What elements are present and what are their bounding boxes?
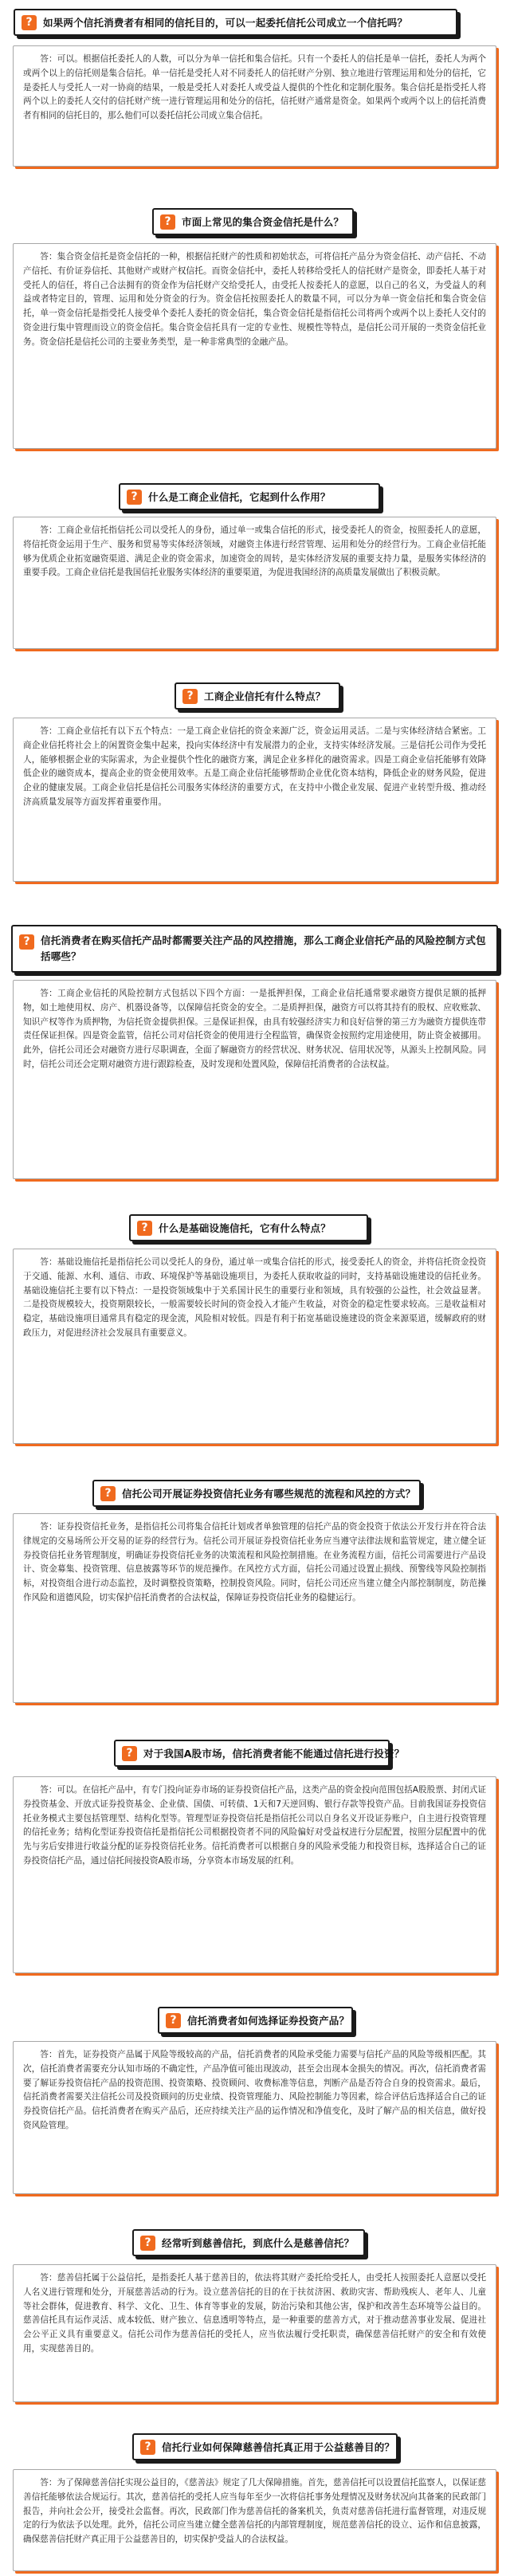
question-text: 市面上常见的集合资金信托是什么？ xyxy=(182,216,344,228)
faq-answer-5 xyxy=(13,980,496,1179)
faq-question-2[interactable] xyxy=(152,208,354,235)
faq-answer-6 xyxy=(13,1249,496,1444)
question-mark-icon: ? xyxy=(137,1221,152,1236)
faq-answer-11 xyxy=(13,2469,496,2571)
faq-question-7[interactable] xyxy=(92,1480,421,1507)
faq-question-4[interactable] xyxy=(175,682,340,710)
question-text: 如果两个信托消费者有相同的信托目的，可以一起委托信托公司成立一个信托吗？ xyxy=(43,17,408,29)
question-text: 信托消费者如何选择证券投资产品？ xyxy=(187,2015,350,2027)
faq-answer-8 xyxy=(13,1776,496,1973)
faq-answer-9 xyxy=(13,2041,496,2194)
faq-question-3[interactable] xyxy=(119,483,380,510)
faq-question-10[interactable] xyxy=(132,2229,365,2256)
question-text: 信托行业如何保障慈善信托真正用于公益慈善目的？ xyxy=(162,2441,395,2453)
question-text: 工商企业信托有什么特点？ xyxy=(204,690,326,702)
question-mark-icon: ? xyxy=(182,689,198,704)
question-mark-icon: ? xyxy=(140,2236,155,2251)
answer-text: 答：基础设施信托是指信托公司以受托人的身份，通过单一或集合信托的形式，接受委托人的资金，并将信托资金投资于交通、能源、水利、通信、市政、环境保护等基础设施项目，为委托人获取收益的同时，支持基础设施建设的信托业务。基础设施信托主要有以下特点：一是投资领域集中于关系国计民生的重要行业和领域，具有较强的公益性，社会效益显著。二是投资规模较大，投资期限较长，一般需要较长时间的资金投入才能产生收益，对资金的稳定性要求较高。三是收益相对稳定，基础设施项目通常具有稳定的现金流，风险相对较低。四是有利于拓宽基础设施建设的资金来源渠道，缓解政府的财政压力，对促进经济社会发展具有重要意义。 xyxy=(23,1257,486,1338)
question-mark-icon: ? xyxy=(127,490,142,505)
answer-text: 答：首先，证券投资产品属于风险等级较高的产品，信托消费者的风险承受能力需要与信托产品的风险等级相匹配。其次，信托消费者需要充分认知市场的不确定性，产品净值可能出现波动，甚至会出现本金损失的情况。再次，信托消费者需要了解证券投资信托产品的投资范围、投资策略、投资顾问、收费标准等信息，判断产品是否符合自身的投资需求。最后，信托消费者需要关注信托公司及投资顾问的历史业绩、投资管理能力、风险控制能力等因素，综合评估后选择适合自己的证券投资信托产品。信托消费者在购买产品后，还应持续关注产品的运作情况和净值变化，及时了解产品的相关信息，做好投资风险管理。 xyxy=(23,2050,486,2130)
answer-text: 答：可以。在信托产品中，有专门投向证券市场的证券投资信托产品，这类产品的资金投向范围包括A股股票、封闭式证券投资基金、开放式证券投资基金、企业债、国债、可转债、1天和7天逆回购、银行存款等投资产品。目前我国证券投资信托业务模式主要包括管理型、结构化型等。管理型证券投资信托是指信托公司以自身名义开设证券账户，自主进行投资管理的信托业务；结构化型证券投资信托是指信托公司根据投资者不同的风险偏好对受益权进行分层配置，按照分层配置中的优先与劣后安排进行收益分配的证券投资信托业务。信托消费者可以根据自身的风险承受能力和投资目标，选择适合自己的证券投资信托产品，通过信托间接投资A股市场，分享资本市场发展的红利。 xyxy=(23,1785,486,1866)
question-mark-icon: ? xyxy=(22,15,37,30)
faq-question-1[interactable] xyxy=(14,9,457,36)
question-mark-icon: ? xyxy=(160,214,175,230)
answer-text: 答：集合资金信托是资金信托的一种，根据信托财产的性质和初始状态，可将信托产品分为资金信托、动产信托、不动产信托、有价证券信托、其他财产或财产权信托。而资金信托中，委托人转移给受托人的信托财产是资金，即委托人基于对受托人的信任，将自己合法拥有的资金作为信托财产交给受托人，由受托人按委托人的意愿，以自己的名义，为受益人的利益或者特定目的，管理、运用和处分资金的行为。资金信托按照委托人的数量不同，可以分为单一资金信托和集合资金信托，单一资金信托是指受托人接受单个委托人委托的资金信托，集合资金信托是指信托公司将两个或两个以上委托人交付的资金进行集中管理而设立的资金信托。集合资金信托具有一定的专业性、规模性等特点，是信托公司开展的一类资金信托业务。资金信托是信托公司的主要业务类型，是一种非常典型的金融产品。 xyxy=(23,252,486,347)
question-mark-icon: ? xyxy=(100,1486,116,1501)
answer-text: 答：为了保障慈善信托实现公益目的，《慈善法》规定了几大保障措施。首先，慈善信托可以设置信托监察人，以保证慈善信托能够依法合规运行。其次，慈善信托的受托人应当每年至少一次将信托事务处理情况及财务状况向其备案的民政部门报告，并向社会公开，接受社会监督。再次，民政部门作为慈善信托的备案机关，负责对慈善信托进行监督管理，对违反规定的行为依法予以处理。此外，信托公司应当建立健全慈善信托的内部管理制度，规范慈善信托的设立、运作和信息披露，确保慈善信托财产真正用于公益慈善目的，切实保护受益人的合法权益。 xyxy=(23,2478,486,2545)
faq-question-9[interactable] xyxy=(158,2007,353,2034)
faq-question-8[interactable] xyxy=(114,1740,405,1767)
question-text: 信托公司开展证券投资信托业务有哪些规范的流程和风控的方式？ xyxy=(122,1488,416,1500)
faq-question-11[interactable] xyxy=(132,2433,398,2460)
faq-answer-1 xyxy=(13,45,496,167)
question-mark-icon: ? xyxy=(140,2440,155,2455)
answer-text: 答：慈善信托属于公益信托，是指委托人基于慈善目的，依法将其财产委托给受托人，由受托人按照委托人意愿以受托人名义进行管理和处分，开展慈善活动的行为。设立慈善信托的目的在于扶贫济困、救助灾害、帮助残疾人、老年人、儿童等社会群体，促进教育、科学、文化、卫生、体育等事业的发展，防治污染和其他公害，保护和改善生态环境等公益目的。慈善信托具有运作灵活、成本较低、财产独立、信息透明等特点，是一种重要的慈善方式，对于推动慈善事业发展、促进社会公平正义具有重要意义。信托公司作为慈善信托的受托人，应当依法履行受托职责，确保慈善信托财产的安全和有效使用，实现慈善目的。 xyxy=(23,2273,486,2354)
question-mark-icon: ? xyxy=(19,934,34,950)
faq-question-5[interactable] xyxy=(11,925,498,973)
question-text: 什么是基础设施信托，它有什么特点？ xyxy=(159,1222,331,1234)
answer-text: 答：工商企业信托的风险控制方式包括以下四个方面：一是抵押担保，工商企业信托通常要求融资方提供足额的抵押物，如土地使用权、房产、机器设备等，以保障信托资金的安全。二是质押担保，融资方可以将其持有的股权、应收账款、知识产权等作为质押物，为信托资金提供担保。三是保证担保，由具有较强经济实力和良好信誉的第三方为融资方提供连带责任保证担保。四是资金监管，信托公司对信托资金的使用进行全程监管，确保资金按照约定用途使用，防止资金被挪用。此外，信托公司还会对融资方进行尽职调查，全面了解融资方的经营状况、财务状况、信用状况等，从源头上控制风险。同时，信托公司还会定期对融资方进行跟踪检查，及时发现和处置风险，保障信托消费者的合法权益。 xyxy=(23,989,486,1069)
question-mark-icon: ? xyxy=(166,2013,181,2028)
faq-answer-4 xyxy=(13,718,496,882)
faq-question-6[interactable] xyxy=(129,1214,368,1241)
faq-answer-2 xyxy=(13,243,496,449)
faq-answer-7 xyxy=(13,1513,496,1703)
question-text: 信托消费者在购买信托产品时都需要关注产品的风控措施，那么工商企业信托产品的风险控制方式包括哪些？ xyxy=(41,934,486,962)
question-text: 什么是工商企业信托，它起到什么作用？ xyxy=(148,491,331,503)
faq-answer-10 xyxy=(13,2264,496,2402)
faq-answer-3 xyxy=(13,517,496,649)
answer-text: 答：可以。根据信托委托人的人数，可以分为单一信托和集合信托。只有一个委托人的信托是单一信托，委托人为两个或两个以上的信托则是集合信托。单一信托是受托人对不同委托人的信托财产分别、独立地进行管理运用和处分的信托，它是委托人与受托人一对一协商的结果，一般是受托人对委托人或受益人提供的个性化和定制化服务。集合信托是指受托人将两个以上的委托人交付的信托财产统一进行管理运用和处分的信托，信托财产通常是资金。如果两个或两个以上的信托消费者有相同的信托目的，那么他们可以委托信托公司成立集合信托。 xyxy=(23,54,486,121)
answer-text: 答：工商企业信托有以下五个特点：一是工商企业信托的资金来源广泛，资金运用灵活。二是与实体经济结合紧密。工商企业信托将社会上的闲置资金集中起来，投向实体经济中有发展潜力的企业，支持实体经济发展。三是信托公司作为受托人，能够根据企业的实际需求，为企业提供个性化的融资方案，满足企业多样化的融资需求。四是工商企业信托能够有效降低企业的融资成本，提高企业的资金使用效率。五是工商企业信托能够帮助企业优化资本结构，降低企业的财务风险，促进企业的健康发展。工商企业信托是信托公司服务实体经济的重要方式，在支持中小微企业发展、促进产业转型升级、推动经济高质量发展等方面发挥着重要作用。 xyxy=(23,726,486,807)
question-mark-icon: ? xyxy=(122,1746,137,1761)
answer-text: 答：工商企业信托指信托公司以受托人的身份，通过单一或集合信托的形式，接受委托人的资金，按照委托人的意愿，将信托资金运用于生产、服务和贸易等实体经济领域，对融资主体进行经营管理、运用和处分的经营行为。工商企业信托能够为优质企业拓宽融资渠道、满足企业的资金需求，加速资金的周转，是实体经济发展的重要支持力量，是服务实体经济的重要手段。工商企业信托是我国信托业服务实体经济的重要渠道，为促进我国经济的高质量发展做出了积极贡献。 xyxy=(23,525,486,578)
question-text: 对于我国A股市场，信托消费者能不能通过信托进行投资？ xyxy=(143,1748,405,1760)
answer-text: 答：证券投资信托业务，是指信托公司将集合信托计划或者单独管理的信托产品的资金投资于依法公开发行并在符合法律规定的交易场所公开交易的证券的经营行为。信托公司开展证券投资信托业务应当遵守法律法规和监管规定，建立健全证券投资信托业务管理制度，明确证券投资信托业务的决策流程和风险控制措施。在业务流程方面，信托公司需要进行产品设计、资金募集、投资管理、信息披露等环节的规范操作。在风控方式方面，信托公司通过设置止损线、预警线等风险控制指标，对投资组合进行动态监控，及时调整投资策略，控制投资风险。同时，信托公司还应当建立健全内部控制制度，防范操作风险和道德风险，切实保护信托消费者的合法权益，保障证券投资信托业务的稳健运行。 xyxy=(23,1522,486,1603)
question-text: 经常听到慈善信托，到底什么是慈善信托？ xyxy=(162,2237,355,2249)
